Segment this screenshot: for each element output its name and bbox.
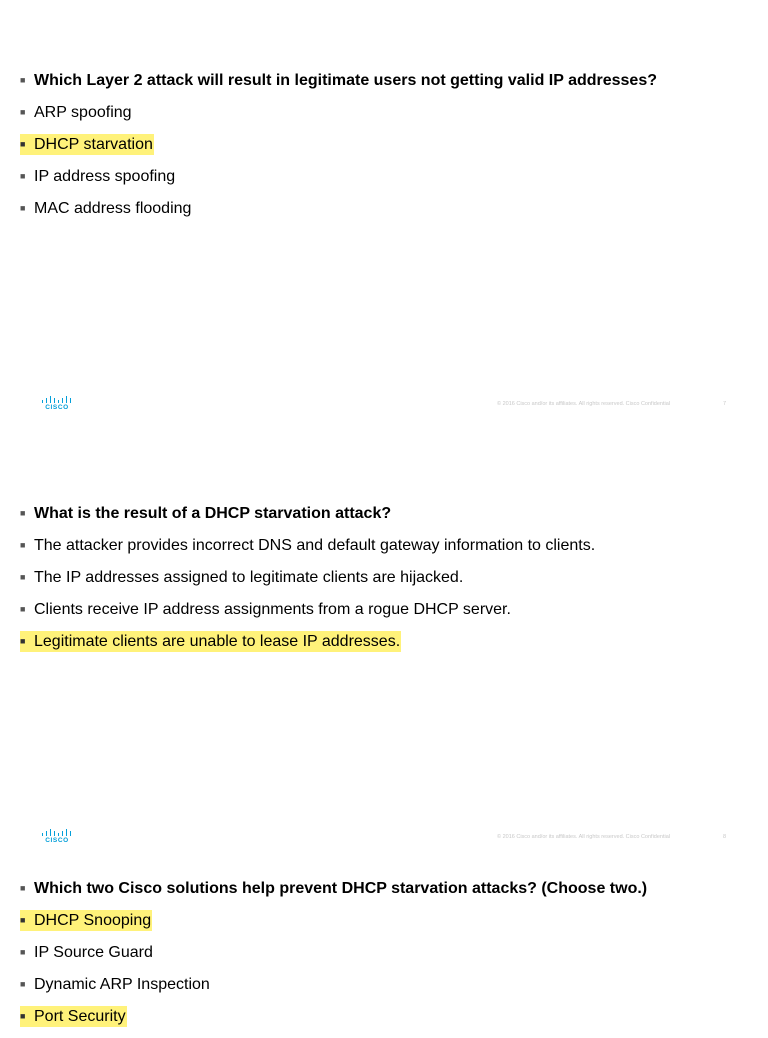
answer-option-correct xyxy=(20,1006,648,1038)
bullet-icon: ■ xyxy=(20,203,26,213)
answer-text: Port Security xyxy=(34,1008,126,1025)
page-number: 8 xyxy=(723,834,727,840)
bullet-icon: ■ xyxy=(20,636,26,646)
answer-text: IP Source Guard xyxy=(34,944,153,961)
cisco-bars-icon xyxy=(41,829,73,837)
question-text: Which two Cisco solutions help prevent DHCP starvation attacks? (Choose two.) xyxy=(34,880,648,897)
answer-text: Clients receive IP address assignments from a rogue DHCP server. xyxy=(34,601,511,618)
bullet-icon: ■ xyxy=(20,1011,26,1021)
cisco-logo-text: CISCO xyxy=(45,404,69,411)
answer-text: ARP spoofing xyxy=(34,104,132,121)
slide-footer xyxy=(0,829,768,849)
bullet-icon: ■ xyxy=(20,947,26,957)
cisco-logo-text: CISCO xyxy=(45,837,69,844)
page-number: 7 xyxy=(723,401,727,407)
answer-option xyxy=(20,102,658,134)
answer-option xyxy=(20,942,648,974)
answer-option xyxy=(20,198,658,230)
slide-footer xyxy=(0,396,768,416)
cisco-logo-icon xyxy=(41,829,73,847)
bullet-icon: ■ xyxy=(20,979,26,989)
bullet-icon: ■ xyxy=(20,107,26,117)
answer-text: Legitimate clients are unable to lease IP addresses. xyxy=(34,633,401,650)
answer-option xyxy=(20,974,648,1006)
bullet-icon: ■ xyxy=(20,508,26,518)
answer-text: DHCP Snooping xyxy=(34,912,152,929)
answer-text: IP address spoofing xyxy=(34,168,176,185)
question-text: Which Layer 2 attack will result in legitimate users not getting valid IP addresses? xyxy=(34,72,657,89)
answer-text: Dynamic ARP Inspection xyxy=(34,976,210,993)
bullet-icon: ■ xyxy=(20,604,26,614)
cisco-logo-icon xyxy=(41,396,73,414)
question-list xyxy=(20,70,658,230)
bullet-icon: ■ xyxy=(20,883,26,893)
question xyxy=(20,70,658,102)
question-list xyxy=(20,878,648,1038)
answer-option xyxy=(20,166,658,198)
copyright-notice: © 2016 Cisco and/or its affiliates. All rights reserved. Cisco Confidential xyxy=(497,834,671,840)
question xyxy=(20,503,596,535)
bullet-icon: ■ xyxy=(20,915,26,925)
answer-text: MAC address flooding xyxy=(34,200,192,217)
answer-option-correct xyxy=(20,134,658,166)
answer-text: The attacker provides incorrect DNS and default gateway information to clients. xyxy=(34,537,596,554)
cisco-bars-icon xyxy=(41,396,73,404)
bullet-icon: ■ xyxy=(20,540,26,550)
slide-2 xyxy=(0,433,768,866)
question-list xyxy=(20,503,596,663)
copyright-notice: © 2016 Cisco and/or its affiliates. All rights reserved. Cisco Confidential xyxy=(497,401,671,407)
question xyxy=(20,878,648,910)
answer-option-correct xyxy=(20,910,648,942)
answer-text: The IP addresses assigned to legitimate clients are hijacked. xyxy=(34,569,464,586)
bullet-icon: ■ xyxy=(20,572,26,582)
answer-option xyxy=(20,599,596,631)
question-text: What is the result of a DHCP starvation attack? xyxy=(34,505,392,522)
bullet-icon: ■ xyxy=(20,139,26,149)
bullet-icon: ■ xyxy=(20,75,26,85)
answer-text: DHCP starvation xyxy=(34,136,153,153)
answer-option xyxy=(20,567,596,599)
slide-3 xyxy=(0,866,768,1024)
slide-1 xyxy=(0,0,768,433)
bullet-icon: ■ xyxy=(20,171,26,181)
answer-option-correct xyxy=(20,631,596,663)
answer-option xyxy=(20,535,596,567)
